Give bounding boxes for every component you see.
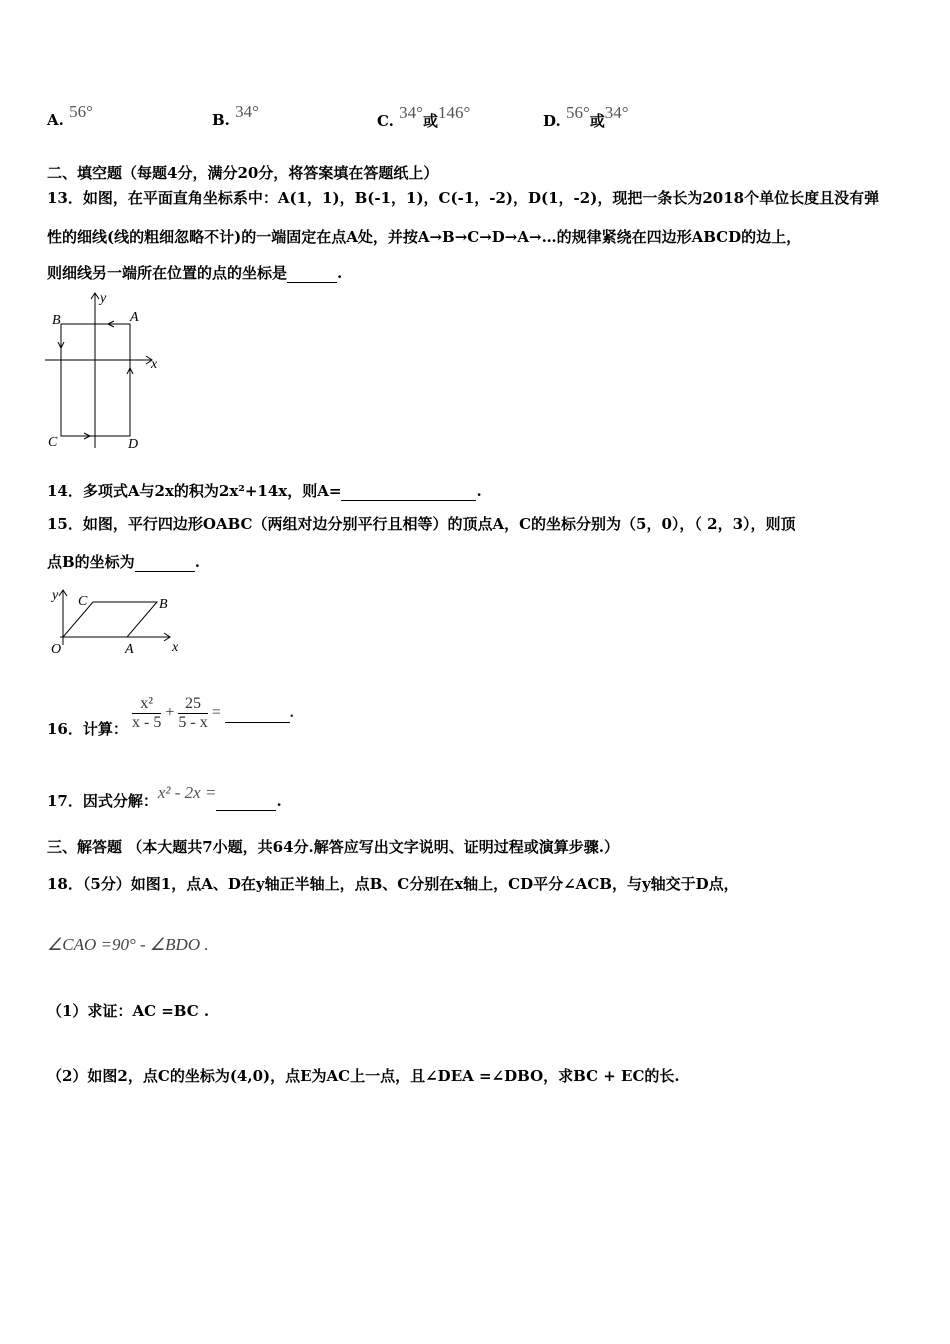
label-x: x xyxy=(172,640,179,655)
label-c: C xyxy=(48,435,58,450)
option-value: 56° xyxy=(565,103,590,122)
option-letter: A. xyxy=(47,111,64,129)
q18-line2: ∠CAO =90° - ∠BDO . xyxy=(47,935,209,954)
equals: = xyxy=(211,704,221,722)
numerator-1: x² xyxy=(132,695,161,714)
q15-line1: 15．如图，平行四边形OABC（两组对边分别平行且相等）的顶点A，C的坐标分别为（5，0），（ 2，3），则顶 xyxy=(47,515,796,533)
q18-part2: （2）如图2，点C的坐标为(4,0)，点E为AC上一点，且∠DEA =∠DBO，求BC + EC的长. xyxy=(47,1067,680,1085)
option-letter: D. xyxy=(543,112,561,130)
label-b: B xyxy=(52,313,61,328)
option-value: 34° xyxy=(399,103,423,122)
option-value2: 146° xyxy=(437,103,471,122)
q18-line1: 18．（5分）如图1，点A、D在y轴正半轴上，点B、C分别在x轴上，CD平分∠ACB，与y轴交于D点， xyxy=(47,875,739,893)
label-b: B xyxy=(159,597,168,612)
option-b xyxy=(212,102,259,130)
label-d: D xyxy=(128,437,139,452)
denominator-1: x - 5 xyxy=(132,714,162,731)
q13-line1: 13．如图，在平面直角坐标系中：A(1，1)，B(-1，1)，C(-1，-2)，D(1，-2)，现把一条长为2018个单位长度且没有弹 xyxy=(47,189,880,207)
label-a: A xyxy=(125,642,134,657)
q13-text: 则细线另一端所在位置的点的坐标是 xyxy=(47,264,288,282)
option-c xyxy=(377,103,471,131)
label-o: O xyxy=(51,642,62,657)
q17-text: 17．因式分解： xyxy=(47,792,158,810)
answer-blank xyxy=(225,704,290,723)
q13-line3: 则细线另一端所在位置的点的坐标是 . xyxy=(47,264,343,282)
option-letter: C. xyxy=(377,112,394,130)
label-c: C xyxy=(78,594,88,609)
label-x: x xyxy=(151,357,158,372)
numerator-2: 25 xyxy=(178,695,207,714)
denominator-2: 5 - x xyxy=(178,714,208,731)
q15-text: 点B的坐标为 xyxy=(47,553,135,571)
option-value: 34° xyxy=(235,102,259,121)
answer-blank xyxy=(135,553,195,572)
fraction-1 xyxy=(132,695,161,732)
section-3-heading: 三、解答题 （本大题共7小题，共64分.解答应写出文字说明、证明过程或演算步骤.） xyxy=(47,838,619,856)
label-y: y xyxy=(100,291,107,306)
answer-blank xyxy=(341,482,476,501)
q17: 17．因式分解：x² - 2x = . xyxy=(47,783,282,810)
q14-suffix: . xyxy=(476,482,482,500)
q17-expression: x² - 2x = xyxy=(157,783,217,802)
q13-figure xyxy=(40,288,170,453)
option-d xyxy=(543,103,629,131)
option-or: 或 xyxy=(589,112,605,130)
plus: + xyxy=(165,704,175,722)
option-letter: B. xyxy=(212,111,230,129)
option-value2: 34° xyxy=(604,103,629,122)
option-value: 56° xyxy=(69,102,93,121)
option-or: 或 xyxy=(422,112,438,130)
q16 xyxy=(47,718,128,739)
q13-line2: 性的细线(线的粗细忽略不计)的一端固定在点A处，并按A→B→C→D→A→…的规律紧绕在四边形ABCD的边上， xyxy=(47,228,802,246)
q18-part1: （1）求证：AC =BC . xyxy=(47,1002,210,1020)
section-2-heading: 二、填空题（每题4分，满分20分，将答案填在答题纸上） xyxy=(47,164,439,182)
answer-blank xyxy=(287,264,337,283)
q15-figure xyxy=(45,585,185,660)
q14 xyxy=(47,480,482,501)
label-a: A xyxy=(130,310,139,325)
q15-line2: 点B的坐标为 . xyxy=(47,553,200,571)
answer-blank xyxy=(216,792,276,811)
fraction-2 xyxy=(178,695,207,732)
q14-text: 14．多项式A与2x的积为2x²+14x，则A= xyxy=(47,482,342,500)
q16-expression: $\frac{\text{x²}}{x - 5}$ + $\frac{25}{5 - x}$ = . xyxy=(132,695,294,731)
label-y: y xyxy=(52,588,59,603)
q16-text: 16．计算： xyxy=(47,720,128,738)
option-a xyxy=(47,102,93,130)
